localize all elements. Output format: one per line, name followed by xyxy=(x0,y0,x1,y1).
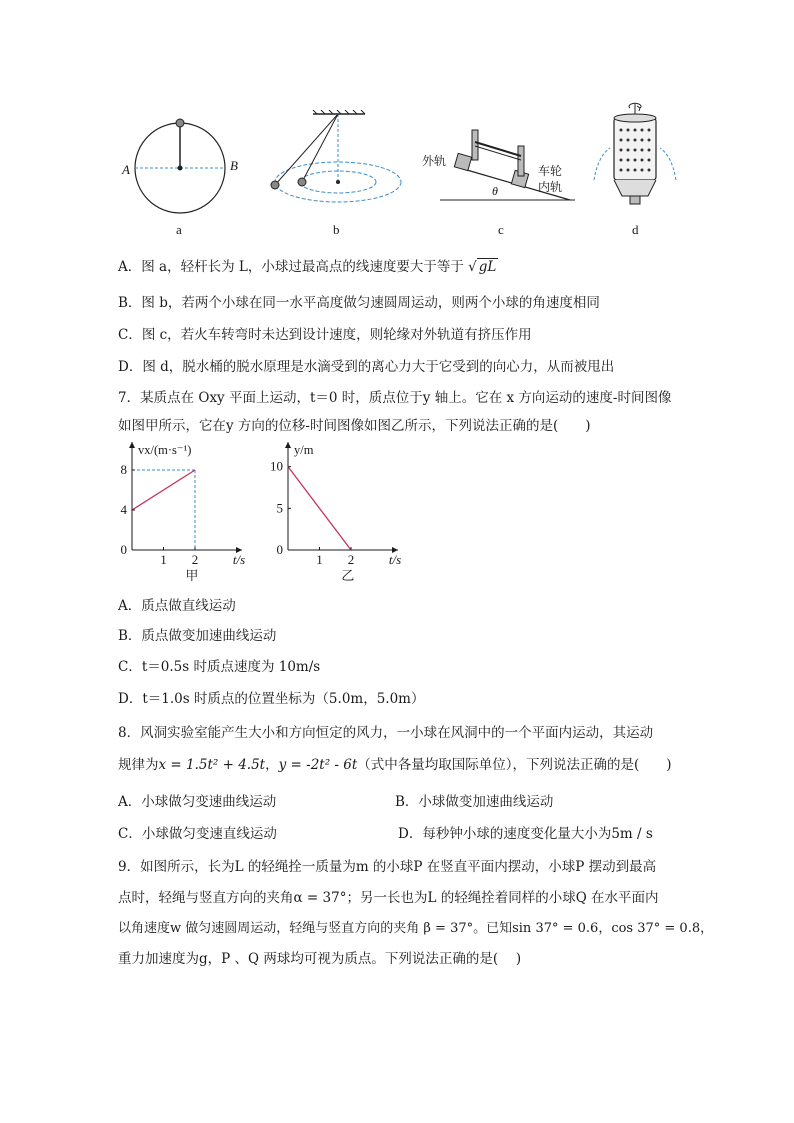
figure-a xyxy=(120,110,240,240)
figure-b xyxy=(255,110,415,240)
outer-rail-label: 外轨 xyxy=(422,154,447,168)
q8-stem-line2: 规律为x = 1.5t² + 4.5t，y = -2t² - 6t（式中各量均取国际单位），下列说法正确的是( ) xyxy=(118,757,672,773)
q7-stem-line1: 7．某质点在 Oxy 平面上运动，t＝0 时，质点位于y 轴上。它在 x 方向运动的速度-时间图像 xyxy=(118,390,672,406)
series-line xyxy=(132,470,195,510)
q8-option-a: A．小球做匀变速曲线运动 xyxy=(118,794,277,810)
figure-d xyxy=(590,100,680,240)
q7-stem-line2: 如图甲所示，它在y 方向的位移-时间图像如图乙所示，下列说法正确的是( ) xyxy=(118,418,591,434)
y-axis-arrow xyxy=(285,442,291,448)
chart-jia xyxy=(112,440,262,585)
chart-yi xyxy=(268,440,418,585)
q9-line1: 9．如图所示，长为L 的轻绳拴一质量为m 的小球P 在竖直平面内摆动，小球P 摆动到最高 xyxy=(118,859,657,875)
point-a-label: A xyxy=(122,162,130,177)
q8-eq-y: y = -2t² - 6t xyxy=(278,757,358,773)
y-axis-label: vx/(m·s⁻¹) xyxy=(138,443,192,457)
q7-option-d: D．t＝1.0s 时质点的位置坐标为（5.0m，5.0m） xyxy=(118,691,425,707)
q6-option-b: B．图 b，若两个小球在同一水平高度做匀速圆周运动，则两个小球的角速度相同 xyxy=(118,295,600,311)
angle-theta-label: θ xyxy=(492,184,498,198)
x-tick-label: 2 xyxy=(191,552,199,567)
inner-rail-label: 内轨 xyxy=(538,180,563,194)
y-tick-label: 0 xyxy=(120,542,127,557)
q8-eq-x: x = 1.5t² + 4.5t xyxy=(158,757,266,773)
point-b-label: B xyxy=(230,158,238,173)
y-tick-label: 5 xyxy=(276,500,283,516)
q7-option-c: C．t＝0.5s 时质点速度为 10m/s xyxy=(118,659,321,675)
sqrt-symbol: √ xyxy=(468,259,477,275)
q6-option-c: C．图 c，若火车转弯时未达到设计速度，则轮缘对外轨道有挤压作用 xyxy=(118,327,532,343)
q8-option-c: C．小球做匀变速直线运动 xyxy=(118,826,277,842)
figure-b-caption: b xyxy=(333,222,340,237)
chart-title: 甲 xyxy=(185,568,199,583)
q9-line2: 点时，轻绳与竖直方向的夹角α = 37°；另一长也为L 的轻绳拴着同样的小球Q 在水平面内 xyxy=(118,890,659,906)
y-tick-label: 10 xyxy=(270,458,283,474)
x-tick-label: 1 xyxy=(160,552,167,567)
figure-c xyxy=(420,110,580,240)
figure-d-caption: d xyxy=(632,222,639,237)
q8-stem-line1: 8．风洞实验室能产生大小和方向恒定的风力，一小球在风洞中的一个平面内运动，其运动 xyxy=(118,725,654,741)
q8-option-d: D．每秒钟小球的速度变化量大小为5m / s xyxy=(398,826,653,842)
q7-option-b: B．质点做变加速曲线运动 xyxy=(118,628,277,644)
y-tick-label: 8 xyxy=(120,462,127,477)
q6-option-a: A．图 a，轻杆长为 L，小球过最高点的线速度要大于等于 √ gL xyxy=(118,259,497,275)
x-axis-label: t/s xyxy=(232,552,246,567)
x-tick-label: 2 xyxy=(347,552,355,567)
q8-option-b: B．小球做变加速曲线运动 xyxy=(395,794,554,810)
sqrt-gl: gL xyxy=(478,259,497,275)
figure-c-caption: c xyxy=(498,222,504,237)
y-axis-arrow xyxy=(129,442,135,448)
figure-a-caption: a xyxy=(176,222,182,237)
q9-line4: 重力加速度为g，P 、Q 两球均可视为质点。下列说法正确的是( ) xyxy=(118,951,522,967)
chart-title: 乙 xyxy=(341,568,355,583)
q7-option-a: A．质点做直线运动 xyxy=(118,598,236,614)
y-axis-label: y/m xyxy=(294,443,314,457)
series-line xyxy=(288,467,351,550)
wheel-label: 车轮 xyxy=(538,164,563,178)
q9-line3: 以角速度w 做匀速圆周运动，轻绳与竖直方向的夹角 β = 37°。已知sin 37° = 0.6，cos 37° = 0.8， xyxy=(118,921,714,936)
q6-option-d: D．图 d，脱水桶的脱水原理是水滴受到的离心力大于它受到的向心力，从而被甩出 xyxy=(118,359,615,375)
y-tick-label: 4 xyxy=(120,502,127,517)
y-tick-label: 0 xyxy=(276,542,283,557)
x-axis-label: t/s xyxy=(388,552,402,567)
x-tick-label: 1 xyxy=(316,552,323,567)
